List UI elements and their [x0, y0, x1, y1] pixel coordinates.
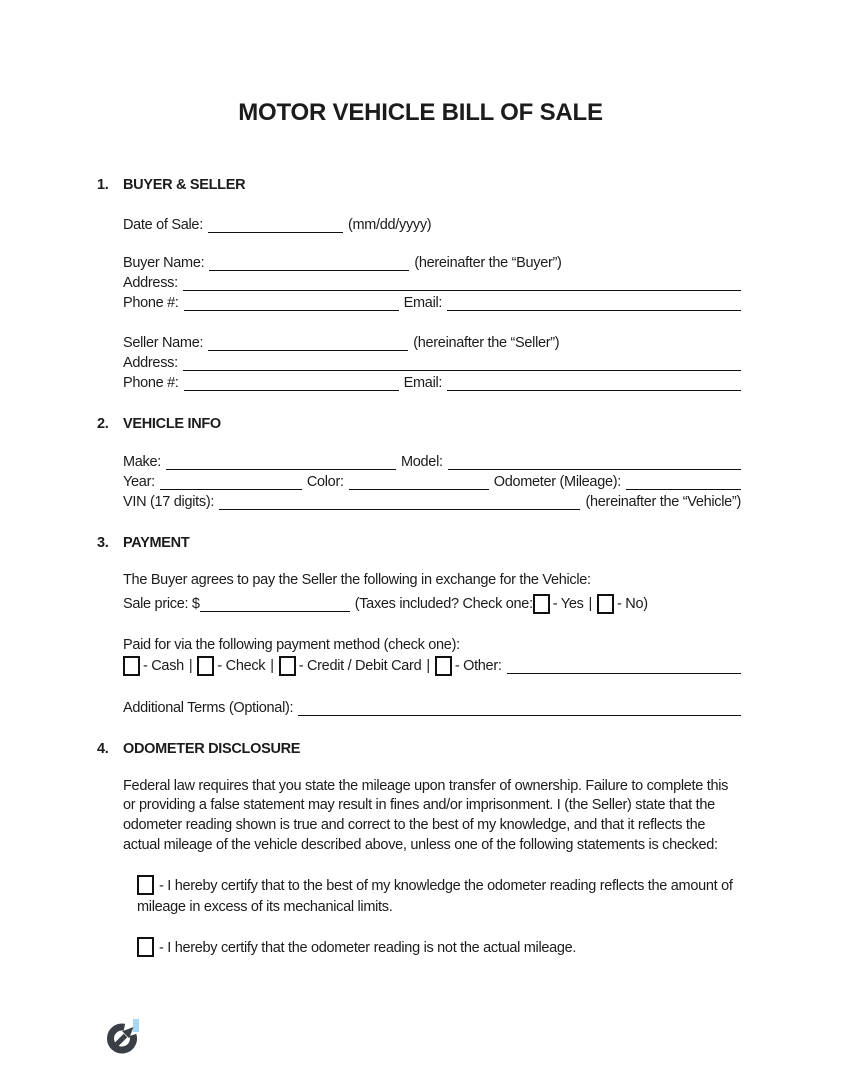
buyer-address-blank[interactable] — [183, 274, 741, 291]
seller-name-blank[interactable] — [208, 334, 408, 351]
section-number: 2. — [97, 416, 109, 432]
seller-address-label: Address: — [123, 355, 178, 371]
seller-email-label: Email: — [403, 375, 443, 391]
taxes-no-label: - No) — [617, 595, 648, 612]
buyer-phone-label: Phone #: — [123, 295, 179, 311]
buyer-address-label: Address: — [123, 275, 178, 291]
taxes-yes-checkbox[interactable] — [533, 594, 550, 614]
seller-name-suffix: (hereinafter the “Seller”) — [413, 335, 560, 351]
seller-name-row — [123, 333, 741, 353]
credit-debit-label: - Credit / Debit Card — [298, 657, 422, 674]
buyer-address-row — [123, 273, 741, 293]
credit-debit-checkbox[interactable] — [279, 656, 296, 676]
buyer-phone-email-row — [123, 293, 741, 313]
make-blank[interactable] — [166, 453, 396, 470]
document-body — [97, 175, 741, 959]
document-title: MOTOR VEHICLE BILL OF SALE — [238, 99, 603, 126]
seller-phone-email-row — [123, 373, 741, 393]
payment-intro: The Buyer agrees to pay the Seller the following in exchange for the Vehicle: — [123, 572, 591, 588]
buyer-email-blank[interactable] — [447, 294, 741, 311]
check-checkbox[interactable] — [197, 656, 214, 676]
section-title: BUYER & SELLER — [123, 177, 246, 193]
buyer-name-blank[interactable] — [209, 254, 409, 271]
seller-email-blank[interactable] — [447, 374, 741, 391]
date-format-hint: (mm/dd/yyyy) — [347, 217, 432, 233]
odometer-statement-mechanical-limits — [137, 875, 741, 918]
not-actual-mileage-checkbox[interactable] — [137, 937, 154, 957]
eforms-logo-icon — [105, 1018, 142, 1056]
payment-method-intro: Paid for via the following payment method (check one): — [123, 636, 460, 653]
vin-blank[interactable] — [219, 493, 580, 510]
mechanical-limits-checkbox[interactable] — [137, 875, 154, 895]
odometer-label: Odometer (Mileage): — [493, 474, 621, 490]
cash-label: - Cash — [143, 657, 184, 674]
sale-price-row — [123, 594, 741, 614]
seller-phone-blank[interactable] — [184, 374, 399, 391]
section-title: PAYMENT — [123, 535, 190, 551]
seller-address-row — [123, 353, 741, 373]
color-blank[interactable] — [349, 473, 489, 490]
model-blank[interactable] — [448, 453, 741, 470]
section-number: 1. — [97, 177, 109, 193]
buyer-name-label: Buyer Name: — [123, 255, 205, 271]
section-number: 4. — [97, 740, 109, 757]
taxes-no-checkbox[interactable] — [597, 594, 614, 614]
buyer-name-row — [123, 253, 741, 273]
buyer-name-suffix: (hereinafter the “Buyer”) — [414, 255, 562, 271]
make-label: Make: — [123, 454, 161, 470]
vin-row — [123, 492, 741, 512]
other-label: - Other: — [454, 657, 502, 674]
section-heading-vehicle-info — [97, 414, 741, 434]
date-of-sale-row — [123, 215, 741, 235]
date-of-sale-label: Date of Sale: — [123, 217, 203, 233]
buyer-phone-blank[interactable] — [184, 294, 399, 311]
mechanical-limits-text: - I hereby certify that to the best of my knowledge the odometer reading reflects the amount of mileage in excess of its mechanical limits. — [137, 877, 733, 915]
sale-price-blank[interactable] — [200, 595, 350, 612]
section-heading-payment — [97, 533, 741, 553]
year-blank[interactable] — [160, 473, 302, 490]
date-of-sale-blank[interactable] — [208, 216, 343, 233]
make-model-row — [123, 452, 741, 472]
additional-terms-label: Additional Terms (Optional): — [123, 699, 294, 716]
vin-label: VIN (17 digits): — [123, 494, 215, 510]
color-label: Color: — [306, 474, 344, 490]
section-title: ODOMETER DISCLOSURE — [123, 740, 301, 757]
seller-phone-label: Phone #: — [123, 375, 179, 391]
other-checkbox[interactable] — [435, 656, 452, 676]
not-actual-mileage-text: - I hereby certify that the odometer reading is not the actual mileage. — [159, 939, 577, 956]
odometer-statement-not-actual — [137, 937, 741, 959]
sale-price-label: Sale price: $ — [123, 595, 200, 612]
pipe-separator: | — [270, 657, 274, 674]
buyer-email-label: Email: — [403, 295, 443, 311]
taxes-yes-label: - Yes — [552, 595, 584, 612]
odometer-blank[interactable] — [626, 473, 741, 490]
section-number: 3. — [97, 535, 109, 551]
check-label: - Check — [217, 657, 266, 674]
pipe-separator: | — [588, 595, 593, 612]
additional-terms-row — [123, 698, 741, 718]
seller-address-blank[interactable] — [183, 354, 741, 371]
pipe-separator: | — [188, 657, 193, 674]
payment-method-row — [123, 656, 741, 676]
seller-name-label: Seller Name: — [123, 335, 204, 351]
section-heading-buyer-seller — [97, 175, 741, 195]
model-label: Model: — [401, 454, 443, 470]
vin-suffix: (hereinafter the “Vehicle”) — [585, 494, 741, 510]
year-label: Year: — [123, 474, 155, 490]
year-color-odometer-row — [123, 472, 741, 492]
additional-terms-blank[interactable] — [298, 699, 741, 716]
section-heading-odometer-disclosure — [97, 739, 741, 759]
other-method-blank[interactable] — [507, 657, 741, 674]
pipe-separator: | — [426, 657, 430, 674]
odometer-disclosure-paragraph: Federal law requires that you state the mileage upon transfer of ownership. Failure to complete this or providing a false statement may result in fines and/or imprisonment. I (the Seller) state that the odometer reading shown is true and correct to the best of my knowledge, and that it reflects the actual mileage of the vehicle described above, unless one of the following statements is checked: — [123, 777, 729, 853]
cash-checkbox[interactable] — [123, 656, 140, 676]
section-title: VEHICLE INFO — [123, 416, 221, 432]
taxes-question-label: (Taxes included? Check one: — [354, 595, 533, 612]
